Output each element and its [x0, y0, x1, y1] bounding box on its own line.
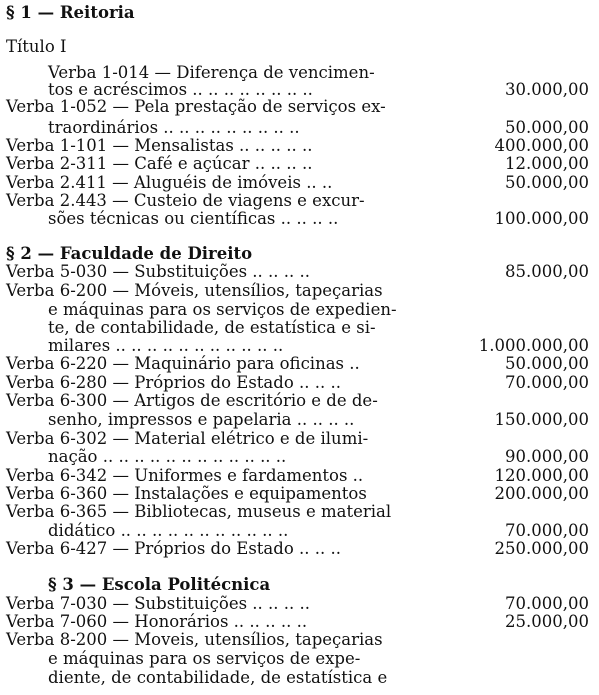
- line-amount: 25.000,00: [505, 612, 589, 631]
- line-text: e máquinas para os serviços de expe-: [48, 649, 361, 668]
- line-amount: 50.000,00: [505, 118, 589, 137]
- budget-line: [0, 319, 599, 337]
- line-text: senho, impressos e papelaria .. .. .. ..: [48, 410, 355, 429]
- line-text: Verba 7-060 — Honorários .. .. .. .. ..: [6, 612, 308, 631]
- line-amount: 200.000,00: [494, 484, 589, 503]
- section-heading-text: § 1 — Reitoria: [6, 3, 135, 22]
- line-text: tos e acréscimos .. .. .. .. .. .. .. ..: [48, 80, 313, 99]
- line-amount: 120.000,00: [494, 466, 589, 485]
- line-amount: 30.000,00: [505, 80, 589, 99]
- line-amount: 70.000,00: [505, 373, 589, 392]
- line-text: traordinários .. .. .. .. .. .. .. .. ..: [48, 118, 300, 137]
- line-text: milares .. .. .. .. .. .. .. .. .. .. ..: [48, 336, 284, 355]
- budget-line: [0, 631, 599, 649]
- line-amount: 85.000,00: [505, 262, 589, 281]
- line-text: Verba 7-030 — Substituições .. .. .. ..: [6, 594, 311, 613]
- budget-line: [0, 503, 599, 521]
- budget-line: [0, 669, 599, 687]
- line-amount: 50.000,00: [505, 173, 589, 192]
- line-text: Verba 6-280 — Próprios do Estado .. .. ..: [6, 373, 341, 392]
- section-2-heading: [0, 245, 599, 263]
- budget-line: [0, 522, 599, 540]
- line-text: Verba 1-101 — Mensalistas .. .. .. .. ..: [6, 136, 313, 155]
- budget-line: [0, 192, 599, 210]
- budget-line: [0, 337, 599, 355]
- budget-line: [0, 282, 599, 300]
- budget-line: [0, 119, 599, 137]
- budget-line: [0, 613, 599, 631]
- budget-line: [0, 392, 599, 410]
- budget-line: [0, 411, 599, 429]
- budget-line: [0, 540, 599, 558]
- section-1-heading: [0, 4, 599, 22]
- line-text: Verba 2.411 — Aluguéis de imóveis .. ..: [6, 173, 333, 192]
- budget-line: [0, 301, 599, 319]
- line-text: Verba 6-302 — Material elétrico e de ilumi-: [6, 429, 369, 448]
- line-text: te, de contabilidade, de estatística e si-: [48, 318, 376, 337]
- line-amount: 1.000.000,00: [478, 336, 589, 355]
- line-text: didático .. .. .. .. .. .. .. .. .. .. ..: [48, 521, 289, 540]
- budget-line: [0, 263, 599, 281]
- line-amount: 70.000,00: [505, 521, 589, 540]
- line-amount: 400.000,00: [494, 136, 589, 155]
- line-text: Verba 6-200 — Móveis, utensílios, tapeçarias: [6, 281, 383, 300]
- budget-line: [0, 467, 599, 485]
- line-amount: 90.000,00: [505, 447, 589, 466]
- line-text: Verba 2.443 — Custeio de viagens e excur-: [6, 191, 365, 210]
- line-text: nação .. .. .. .. .. .. .. .. .. .. .. ..: [48, 447, 287, 466]
- line-amount: 70.000,00: [505, 594, 589, 613]
- section-3-heading: [0, 576, 599, 594]
- line-text: sões técnicas ou científicas .. .. .. ..: [48, 209, 339, 228]
- line-amount: 12.000,00: [505, 154, 589, 173]
- line-text: Verba 5-030 — Substituições .. .. .. ..: [6, 262, 311, 281]
- line-amount: 50.000,00: [505, 354, 589, 373]
- line-text: Verba 1-052 — Pela prestação de serviços ex-: [6, 97, 386, 116]
- line-text: Verba 6-427 — Próprios do Estado .. .. ..: [6, 539, 341, 558]
- section-heading-text: § 3 — Escola Politécnica: [48, 575, 271, 594]
- line-text: Verba 8-200 — Moveis, utensílios, tapeçarias: [6, 630, 383, 649]
- line-text: Verba 6-342 — Uniformes e fardamentos ..: [6, 466, 364, 485]
- budget-line: [0, 650, 599, 668]
- budget-line: [0, 595, 599, 613]
- line-amount: 100.000,00: [494, 209, 589, 228]
- line-amount: 150.000,00: [494, 410, 589, 429]
- line-text: e máquinas para os serviços de expedien-: [48, 300, 397, 319]
- line-text: diente, de contabilidade, de estatística e: [48, 668, 388, 687]
- line-amount: 250.000,00: [494, 539, 589, 558]
- budget-line: [0, 38, 599, 56]
- budget-line: [0, 355, 599, 373]
- line-text: Verba 1-014 — Diferença de vencimen-: [48, 63, 375, 82]
- budget-line: [0, 137, 599, 155]
- budget-line: [0, 210, 599, 228]
- budget-line: [0, 155, 599, 173]
- line-text: Verba 6-365 — Bibliotecas, museus e material: [6, 502, 392, 521]
- budget-line: [0, 448, 599, 466]
- budget-line: [0, 374, 599, 392]
- line-text: Verba 2-311 — Café e açúcar .. .. .. ..: [6, 154, 313, 173]
- line-text: Verba 6-360 — Instalações e equipamentos: [6, 484, 367, 503]
- budget-line: [0, 485, 599, 503]
- section-heading-text: § 2 — Faculdade de Direito: [6, 244, 253, 263]
- budget-line: [0, 98, 599, 116]
- budget-line: [0, 430, 599, 448]
- line-text: Verba 6-300 — Artigos de escritório e de de-: [6, 391, 378, 410]
- budget-line: [0, 174, 599, 192]
- line-text: Verba 6-220 — Maquinário para oficinas ..: [6, 354, 360, 373]
- title-label: Título I: [6, 37, 67, 56]
